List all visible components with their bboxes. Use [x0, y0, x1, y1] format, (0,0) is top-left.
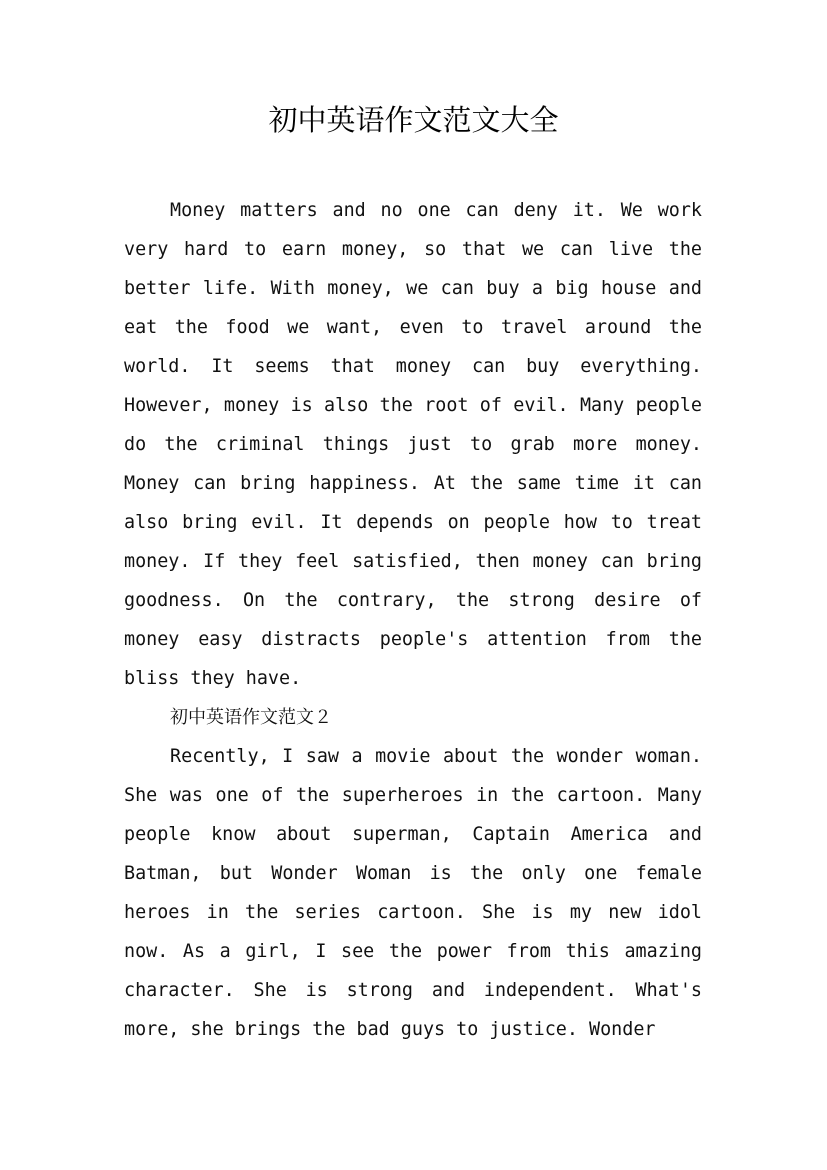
document-title: 初中英语作文范文大全 [268, 103, 559, 137]
paragraph-money: Money matters and no one can deny it. We work very hard to earn money, so that we can live the better life. With money, we can buy a big house and eat the food we want, even to travel around the world. It seems that money can buy everything. However, money is also the root of evil. Many people do the criminal things just to grab more money. Money can bring happiness. At the same time it can also bring evil. It depends on people how to treat money. If they feel satisfied, then money can bring goodness. On the contrary, the strong desire of money easy distracts people's attention from the bliss they have. [124, 200, 702, 689]
document-body [124, 191, 702, 1049]
paragraph-wonder-woman: Recently, I saw a movie about the wonder woman. She was one of the superheroes in the cartoon. Many people know about superman, Captain America and Batman, but Wonder Woman is the only one female heroes in the series cartoon. She is my new idol now. As a girl, I see the power from this amazing character. She is strong and independent. What's more, she brings the bad guys to justice. Wonder [124, 746, 702, 1040]
section-heading-2: 初中英语作文范文２ [170, 707, 332, 728]
